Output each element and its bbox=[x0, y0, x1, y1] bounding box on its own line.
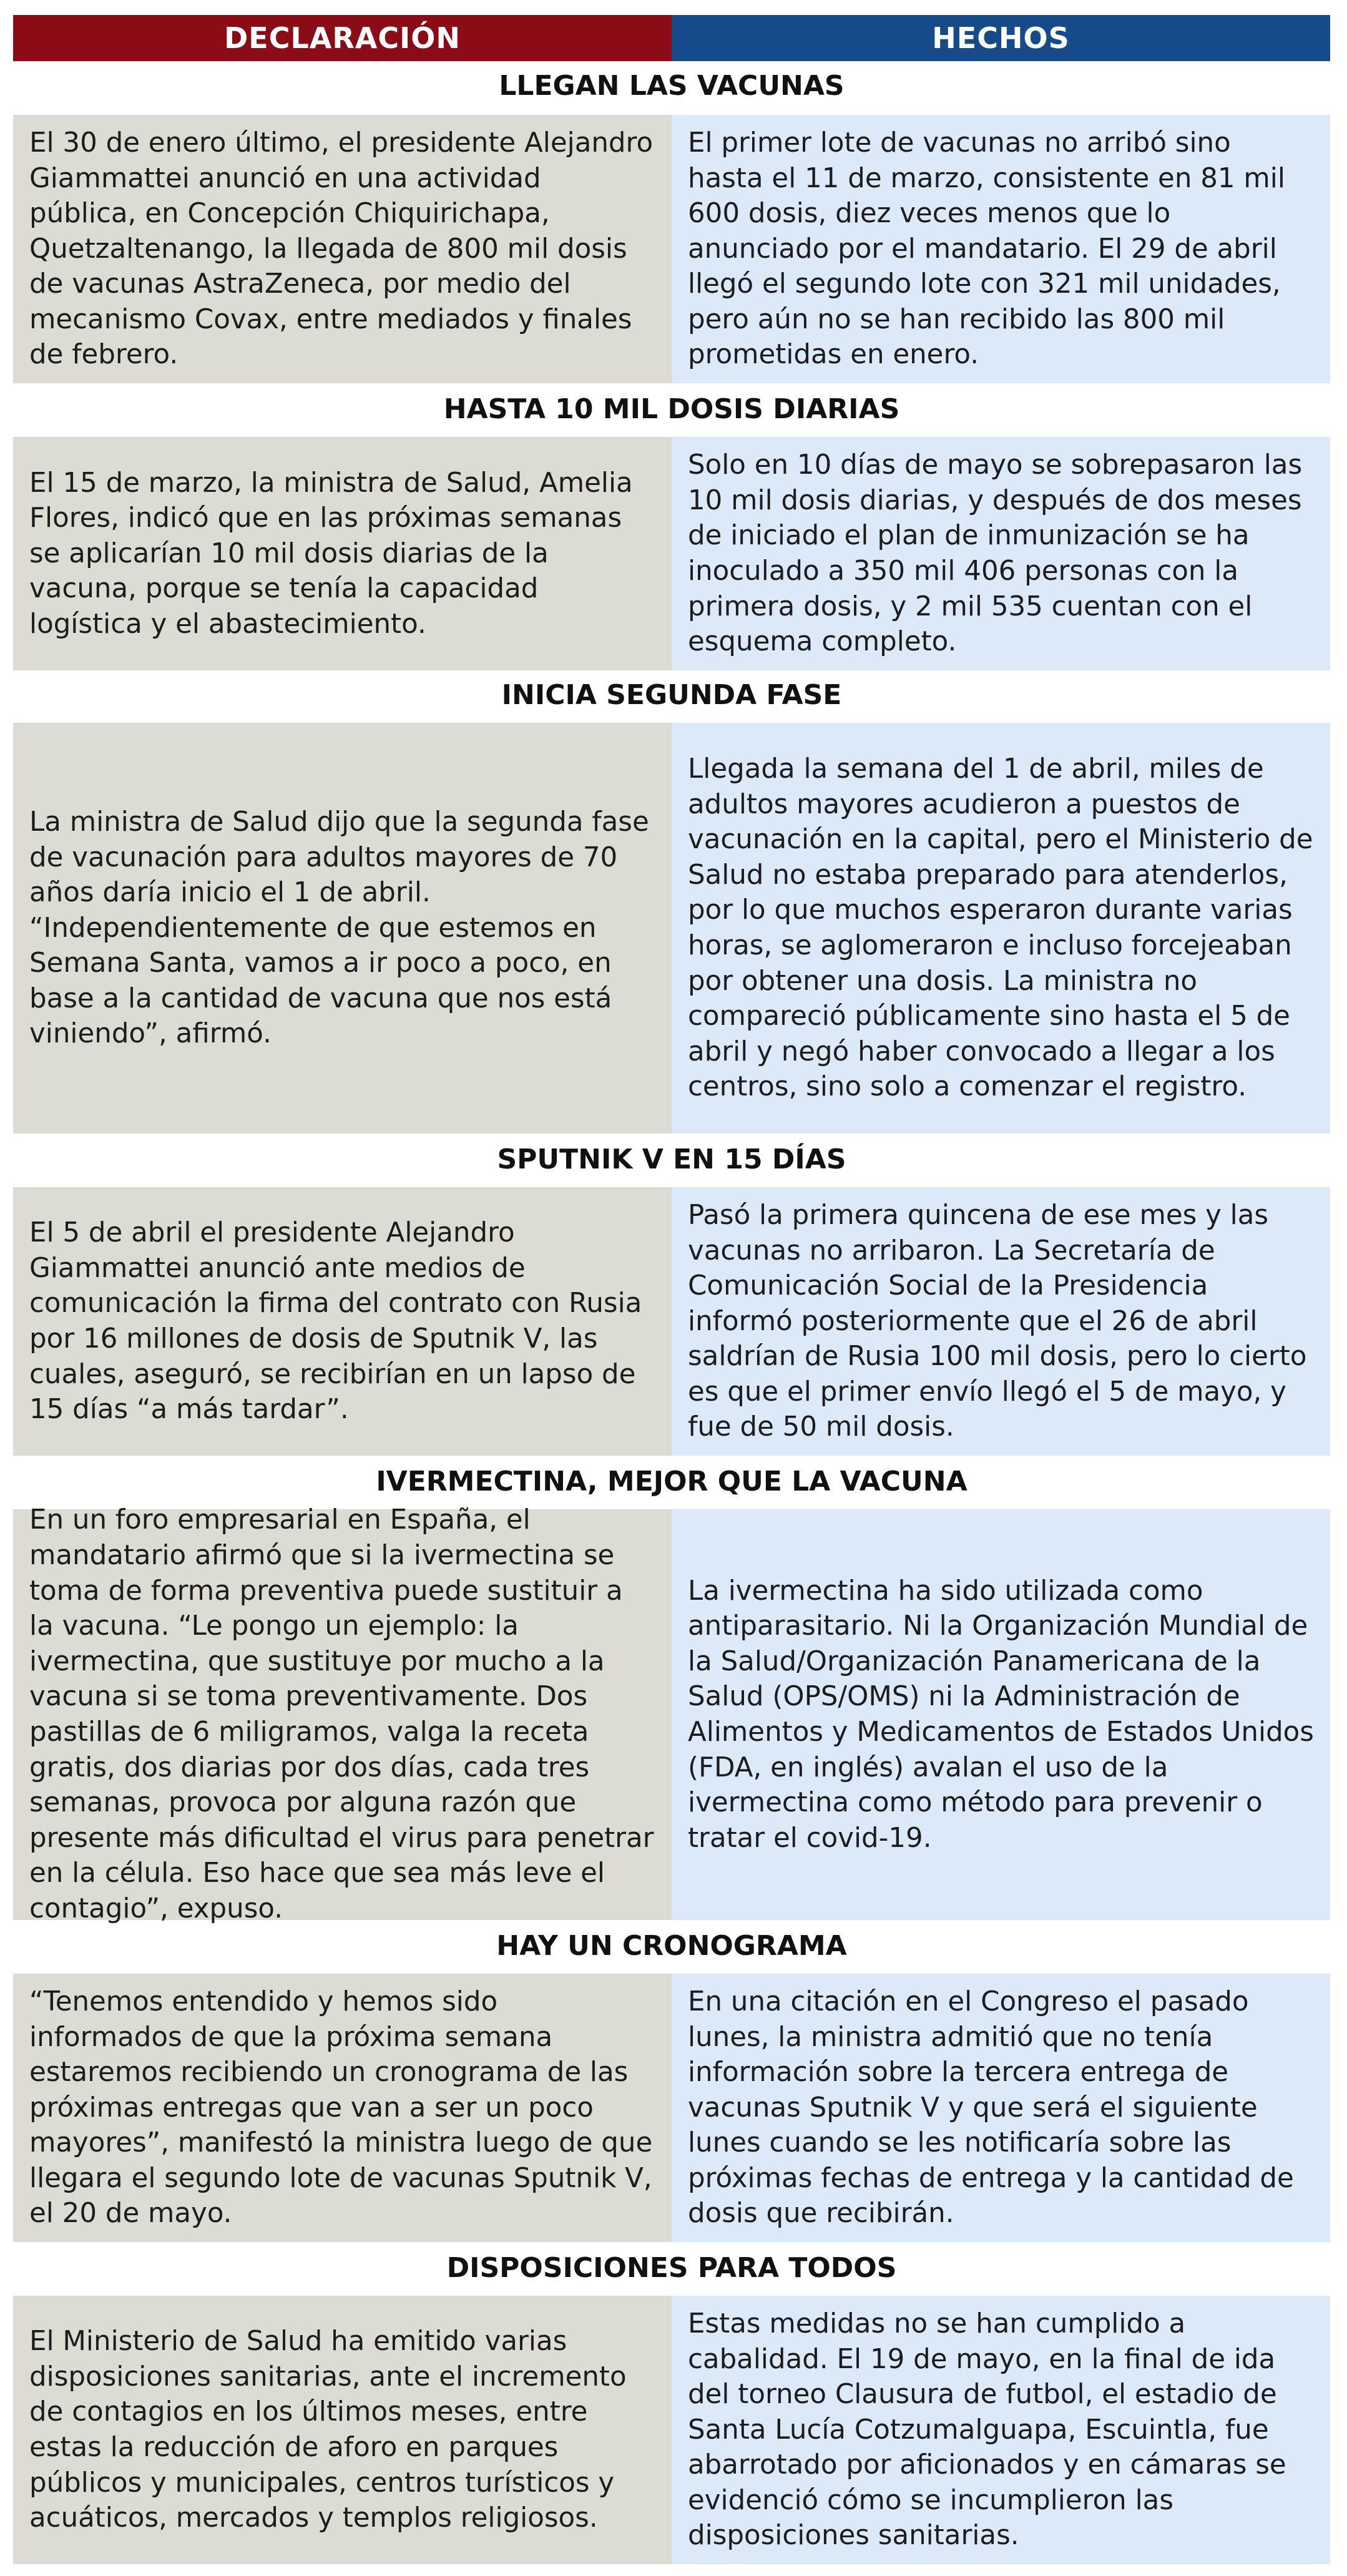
hechos-text: La ivermectina ha sido utilizada como antiparasitario. Ni la Organización Mundial de la Salud/Organización Panamericana de la Salud (OPS/OMS) ni la Administración de Alimentos y Medicamentos de Estados Unidos (FDA, en inglés) avalan el uso de la ivermectina como método para prevenir o tratar el covid-19. bbox=[688, 1575, 1314, 1854]
hechos-cell bbox=[672, 437, 1330, 670]
section-title: HAY UN CRONOGRAMA bbox=[496, 1930, 847, 1962]
section-row bbox=[13, 115, 1330, 383]
declaracion-cell bbox=[13, 1187, 672, 1456]
section-title: SPUTNIK V EN 15 DÍAS bbox=[497, 1144, 846, 1175]
hechos-cell bbox=[672, 115, 1330, 383]
section-title: LLEGAN LAS VACUNAS bbox=[499, 70, 845, 102]
declaracion-header: DECLARACIÓN bbox=[13, 15, 672, 61]
section-title: DISPOSICIONES PARA TODOS bbox=[446, 2252, 897, 2284]
hechos-text: El primer lote de vacunas no arribó sino hasta el 11 de marzo, consistente en 81 mil 600 dosis, diez veces menos que lo anunciado por el mandatario. El 29 de abril llegó el segundo lote con 321 mil unidades, pero aún no se han recibido las 800 mil prometidas en enero. bbox=[688, 127, 1285, 371]
section-row bbox=[13, 1504, 1330, 1924]
declaracion-cell bbox=[13, 115, 672, 383]
section-row bbox=[13, 2296, 1330, 2564]
column-headers bbox=[13, 15, 1330, 61]
hechos-text: Pasó la primera quincena de ese mes y las vacunas no arribaron. La Secretaría de Comunicación Social de la Presidencia informó posteriormente que el 26 de abril saldrían de Rusia 100 mil dosis, pero lo cierto es que el primer envío llegó el 5 de mayo, y fue de 50 mil dosis. bbox=[688, 1199, 1307, 1443]
declaracion-text: “Tenemos entendido y hemos sido informados de que la próxima semana estaremos recibiendo un cronograma de las próximas entregas que van a ser un poco mayores”, manifestó la ministra luego de que llegara el segundo lote de vacunas Sputnik V, el 20 de mayo. bbox=[29, 1986, 653, 2230]
section-title: IVERMECTINA, MEJOR QUE LA VACUNA bbox=[376, 1466, 967, 1497]
section-title: INICIA SEGUNDA FASE bbox=[501, 679, 842, 711]
hechos-cell bbox=[672, 2296, 1330, 2564]
hechos-header: HECHOS bbox=[672, 15, 1330, 61]
hechos-cell bbox=[672, 1187, 1330, 1456]
declaracion-text: El 5 de abril el presidente Alejandro Giammattei anunció ante medios de comunicación la firma del contrato con Rusia por 16 millones de dosis de Sputnik V, las cuales, aseguró, se recibirían en un lapso de 15 días “a más tardar”. bbox=[29, 1217, 642, 1426]
declaracion-cell bbox=[13, 437, 672, 670]
hechos-cell bbox=[672, 1509, 1330, 1920]
section-row bbox=[13, 723, 1330, 1134]
declaracion-cell bbox=[13, 1504, 672, 1924]
hechos-text: En una citación en el Congreso el pasado lunes, la ministra admitió que no tenía información sobre la tercera entrega de vacunas Sputnik V y que será el siguiente lunes cuando se les notificaría sobre las próximas fechas de entrega y la cantidad de dosis que recibirán. bbox=[688, 1986, 1294, 2230]
declaracion-cell bbox=[13, 723, 672, 1134]
declaracion-text: El Ministerio de Salud ha emitido varias disposiciones sanitarias, ante el incremento de contagios en los últimos meses, entre estas la reducción de aforo en parques públicos y municipales, centros turísticos y acuáticos, mercados y templos religiosos. bbox=[29, 2326, 627, 2534]
section-title: HASTA 10 MIL DOSIS DIARIAS bbox=[443, 393, 900, 425]
declaracion-cell bbox=[13, 1974, 672, 2242]
declaracion-text: El 15 de marzo, la ministra de Salud, Amelia Flores, indicó que en las próximas semanas se aplicarían 10 mil dosis diarias de la vacuna, porque se tenía la capacidad logística y el abastecimiento. bbox=[29, 467, 633, 640]
section-row bbox=[13, 1187, 1330, 1456]
hechos-cell bbox=[672, 1974, 1330, 2242]
hechos-text: Solo en 10 días de mayo se sobrepasaron las 10 mil dosis diarias, y después de dos meses de iniciado el plan de inmunización se ha inoculado a 350 mil 406 personas con la primera dosis, y 2 mil 535 cuentan con el esquema completo. bbox=[688, 449, 1303, 658]
section-row bbox=[13, 437, 1330, 670]
section-row bbox=[13, 1974, 1330, 2242]
declaracion-cell bbox=[13, 2296, 672, 2564]
hechos-text: Llegada la semana del 1 de abril, miles de adultos mayores acudieron a puestos de vacunación en la capital, pero el Ministerio de Salud no estaba preparado para atenderlos, por lo que muchos esperaron durante varias horas, se aglomeraron e incluso forcejeaban por obtener una dosis. La ministra no compareció públicamente sino hasta el 5 de abril y negó haber convocado a llegar a los centros, sino solo a comenzar el registro. bbox=[688, 753, 1313, 1103]
declaracion-text: En un foro empresarial en España, el mandatario afirmó que si la ivermectina se toma de forma preventiva puede sustituir a la vacuna. “Le pongo un ejemplo: la ivermectina, que sustituye por mucho a la vacuna si se toma preventivamente. Dos pastillas de 6 miligramos, valga la receta gratis, dos diarias por dos días, cada tres semanas, provoca por alguna razón que presente más dificultad el virus para penetrar en la célula. Eso hace que sea más leve el contagio”, expuso. bbox=[29, 1504, 654, 1924]
declaracion-text: La ministra de Salud dijo que la segunda fase de vacunación para adultos mayores de 70 años daría inicio el 1 de abril. “Independientemente de que estemos en Semana Santa, vamos a ir poco a poco, en base a la cantidad de vacuna que nos está viniendo”, afirmó. bbox=[29, 806, 649, 1050]
hechos-text: Estas medidas no se han cumplido a cabalidad. El 19 de mayo, en la final de ida del torneo Clausura de futbol, el estadio de Santa Lucía Cotzumalguapa, Escuintla, fue abarrotado por aficionados y en cámaras se evidenció cómo se incumplieron las disposiciones sanitarias. bbox=[688, 2308, 1286, 2552]
declaracion-text: El 30 de enero último, el presidente Alejandro Giammattei anunció en una actividad pública, en Concepción Chiquirichapa, Quetzaltenango, la llegada de 800 mil dosis de vacunas AstraZeneca, por medio del mecanismo Covax, entre mediados y finales de febrero. bbox=[29, 127, 654, 371]
hechos-cell bbox=[672, 723, 1330, 1134]
